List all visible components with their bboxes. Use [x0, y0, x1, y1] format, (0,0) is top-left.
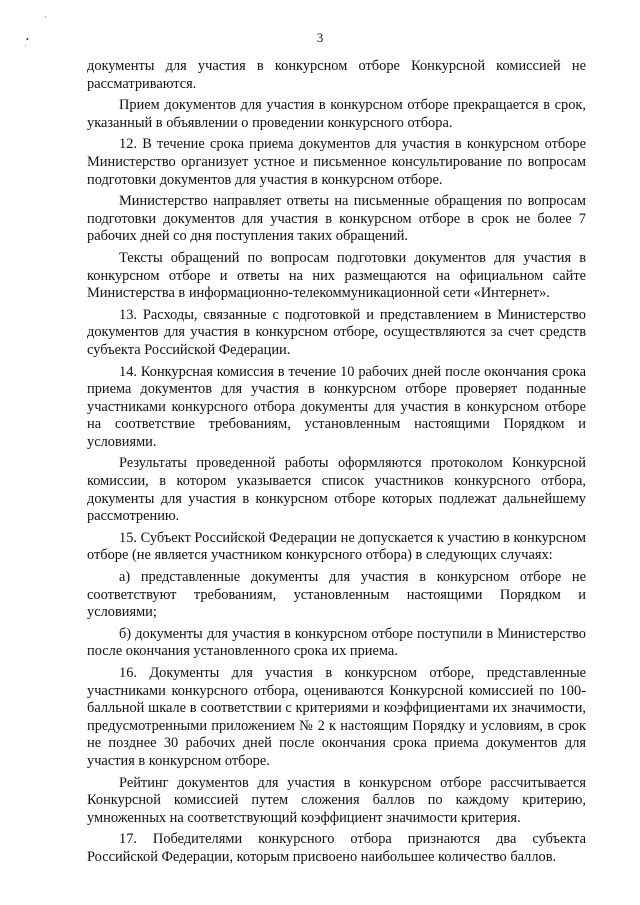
- paragraph-item-17: 17. Победителями конкурсного отбора признаются два субъекта Российской Федерации, которым присвоено наибольшее количество баллов.: [87, 831, 586, 865]
- paragraph: Министерство направляет ответы на письменные обращения по вопросам подготовки документов для участия в конкурсном отборе в срок не более 7 рабочих дней со дня поступления таких обращений.: [87, 193, 586, 245]
- paragraph-subitem-b: б) документы для участия в конкурсном отборе поступили в Министерство после окончания установленного срока их приема.: [87, 625, 586, 660]
- paragraph: Прием документов для участия в конкурсном отборе прекращается в срок, указанный в объявлении о проведении конкурсного отбора.: [87, 97, 586, 131]
- paragraph: Тексты обращений по вопросам подготовки документов для участия в конкурсном отборе и ответы на них размещаются на официальном сайте Министерства в информационно-телекоммуникационной сети «Интернет».: [87, 249, 586, 302]
- paragraph-continuation: документы для участия в конкурсном отборе Конкурсной комиссией не рассматриваются.: [87, 58, 586, 92]
- scan-artifact-mark: •: [26, 35, 29, 44]
- paragraph: Рейтинг документов для участия в конкурсном отборе рассчитывается Конкурсной комиссией путем сложения баллов по каждому критерию, умноженных на соответствующий коэффициент значимости критерия.: [87, 774, 586, 826]
- document-body: [87, 58, 586, 871]
- paragraph-item-13: 13. Расходы, связанные с подготовкой и представлением в Министерство документов для участия в конкурсном отборе, осуществляются за счет средств субъекта Российской Федерации.: [87, 306, 586, 358]
- page-number: 3: [316, 30, 324, 45]
- scan-artifact-mark: ·: [44, 13, 47, 22]
- scan-artifact-mark: ˙: [24, 44, 27, 53]
- paragraph-item-15: 15. Субъект Российской Федерации не допускается к участию в конкурсном отборе (не является участником конкурсного отбора) в следующих случаях:: [87, 529, 586, 564]
- paragraph: Результаты проведенной работы оформляются протоколом Конкурсной комиссии, в котором указывается список участников конкурсного отбора, документы для участия в конкурсном отборе которых подлежат дальнейшему рассмотрению.: [87, 455, 586, 525]
- paragraph-item-12: 12. В течение срока приема документов для участия в конкурсном отборе Министерство организует устное и письменное консультирование по вопросам подготовки документов для участия в конкурсном отборе.: [87, 136, 586, 188]
- paragraph-subitem-a: а) представленные документы для участия в конкурсном отборе не соответствуют требованиям, установленным настоящими Порядком и условиями;: [87, 569, 586, 621]
- paragraph-item-16: 16. Документы для участия в конкурсном отборе, представленные участниками конкурсного отбора, оцениваются Конкурсной комиссией по 100-балльной шкале в соответствии с критериями и коэффициентами их значимости, предусмотренными приложением № 2 к настоящим Порядку и условиям, в срок не позднее 30 рабочих дней после окончания срока приема документов для участия в конкурсном отборе.: [87, 665, 586, 769]
- paragraph-item-14: 14. Конкурсная комиссия в течение 10 рабочих дней после окончания срока приема документов для участия в конкурсном отборе проверяет поданные участниками конкурсного отбора документы для участия в конкурсном отборе на соответствие требованиям, установленным настоящими Порядком и условиями.: [87, 363, 586, 450]
